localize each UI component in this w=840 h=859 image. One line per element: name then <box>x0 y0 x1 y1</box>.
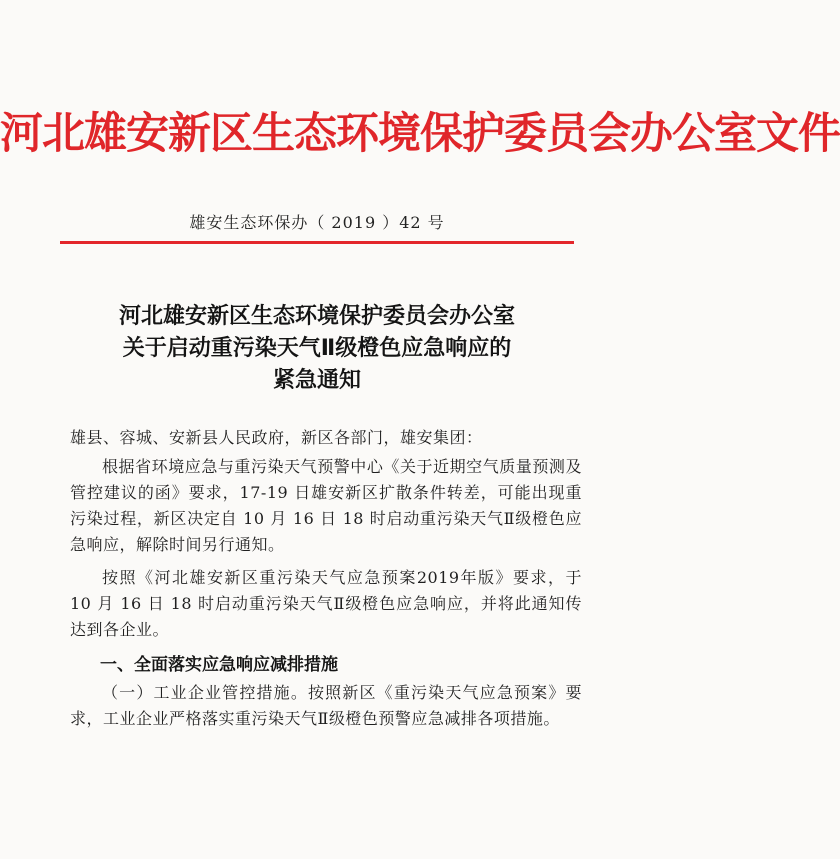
body-paragraph-1: 根据省环境应急与重污染天气预警中心《关于近期空气质量预测及管控建议的函》要求，17-19 日雄安新区扩散条件转差，可能出现重污染过程，新区决定自 10 月 16 日 18 时启动重污染天气Ⅱ级橙色应急响应，解除时间另行通知。 <box>70 457 582 554</box>
recipients-line: 雄县、容城、安新县人民政府，新区各部门，雄安集团： <box>70 428 483 447</box>
title-line-1: 河北雄安新区生态环境保护委员会办公室 <box>118 304 515 329</box>
red-divider-line <box>60 241 574 244</box>
title-line-2: 关于启动重污染天气Ⅱ级橙色应急响应的 <box>122 336 512 361</box>
document-number: 雄安生态环保办（ 2019 ）42 号 <box>189 213 445 232</box>
body-paragraph-2: 按照《河北雄安新区重污染天气应急预案2019年版》要求，于 10 月 16 日 18 时启动重污染天气Ⅱ级橙色应急响应，并将此通知传达到各企业。 <box>70 568 582 639</box>
red-masthead: 河北雄安新区生态环境保护委员会办公室文件 <box>0 109 840 159</box>
section-heading-1: 一、全面落实应急响应减排措施 <box>100 655 338 675</box>
title-line-3: 紧急通知 <box>272 368 361 393</box>
body-paragraph-3: （一）工业企业管控措施。按照新区《重污染天气应急预案》要求，工业企业严格落实重污染天气Ⅱ级橙色预警应急减排各项措施。 <box>70 683 582 728</box>
